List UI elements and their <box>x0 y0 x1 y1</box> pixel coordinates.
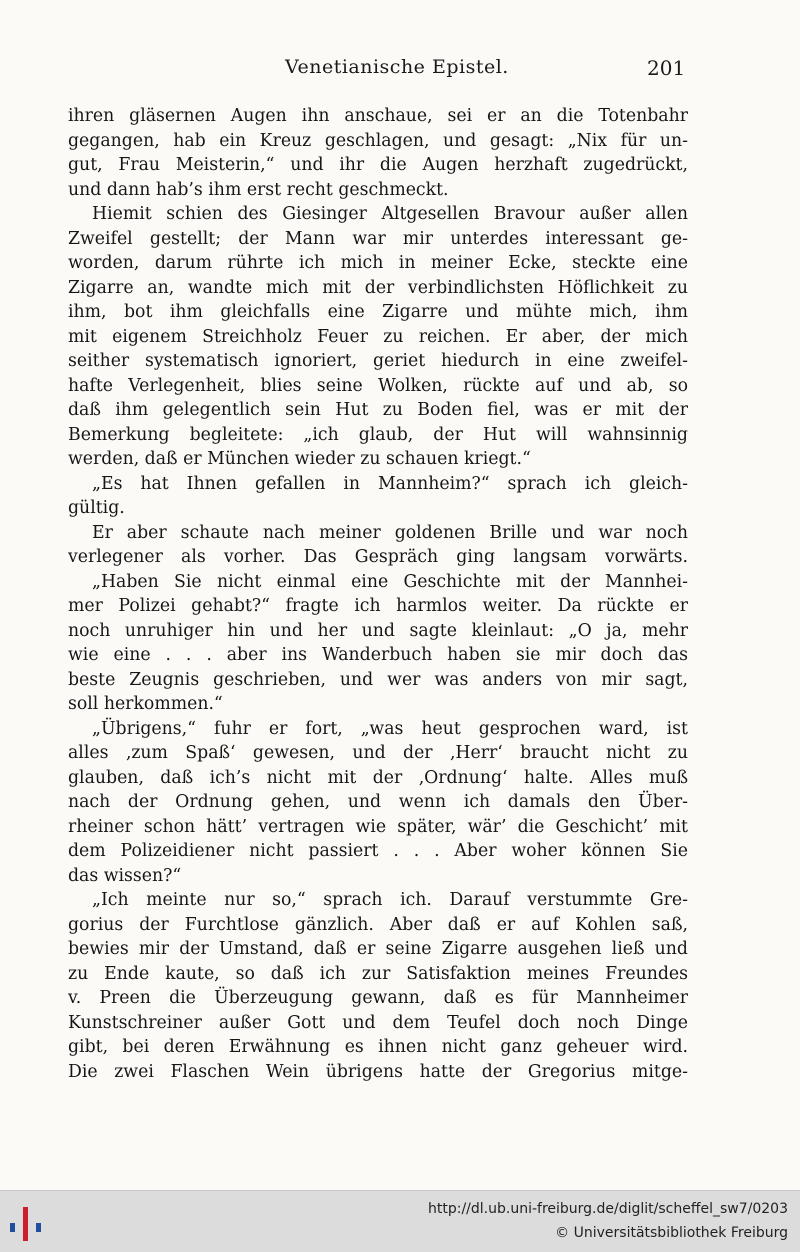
text-line: „Ich meinte nur so,“ sprach ich. Darauf verstummte Gre- <box>92 890 688 910</box>
text-line: mer Polizei gehabt?“ fragte ich harmlos weiter. Da rückte er <box>68 596 688 616</box>
text-line: Zweifel gestellt; der Mann war mir unterdes interessant ge- <box>68 228 688 249</box>
text-line: Kunstschreiner außer Gott und dem Teufel doch noch Dinge <box>68 1012 688 1033</box>
text-line: ihren gläsernen Augen ihn anschaue, sei er an die Totenbahr <box>68 106 688 126</box>
text-line: gültig. <box>68 498 125 518</box>
text-line: wie eine . . . aber ins Wanderbuch haben sie mir doch das <box>68 645 688 665</box>
text-line: noch unruhiger hin und her und sagte kleinlaut: „O ja, mehr <box>68 620 688 641</box>
text-line: Er aber schaute nach meiner goldenen Brille und war noch <box>92 522 688 543</box>
text-line: alles ‚zum Spaß‘ gewesen, und der ‚Herr‘ braucht nicht zu <box>68 743 688 763</box>
text-line: das wissen?“ <box>68 865 182 886</box>
text-line: Bemerkung begleitete: „ich glaub, der Hut will wahnsinnig <box>68 424 688 445</box>
running-head <box>0 56 800 86</box>
text-line: „Haben Sie nicht einmal eine Geschichte mit der Mannhei- <box>92 571 688 592</box>
library-logo-icon <box>6 1203 50 1243</box>
text-line: daß ihm gelegentlich sein Hut zu Boden fiel, was er mit der <box>68 400 688 420</box>
page-number: 201 <box>647 56 686 80</box>
text-line: werden, daß er München wieder zu schauen kriegt.“ <box>68 449 531 469</box>
text-line: soll herkommen.“ <box>68 694 223 714</box>
text-line: rheiner schon hätt’ vertragen wie später, wär’ die Geschicht’ mit <box>68 816 688 837</box>
running-head-title: Venetianische Epistel. <box>285 56 509 78</box>
text-line: seither systematisch ignoriert, geriet hiedurch in eine zweifel- <box>68 351 688 371</box>
text-line: verlegener als vorher. Das Gespräch ging langsam vorwärts. <box>68 547 688 567</box>
text-line: v. Preen die Überzeugung gewann, daß es für Mannheimer <box>68 988 688 1008</box>
copyright-notice: © Universitätsbibliothek Freiburg <box>555 1225 788 1241</box>
text-line: hafte Verlegenheit, blies seine Wolken, rückte auf und ab, so <box>68 375 688 396</box>
text-line: mit eigenem Streichholz Feuer zu reichen. Er aber, der mich <box>68 326 688 347</box>
permalink-url[interactable]: http://dl.ub.uni-freiburg.de/diglit/scheffel_sw7/0203 <box>428 1201 788 1217</box>
logo-bar-left <box>10 1223 15 1232</box>
text-line: gorius der Furchtlose gänzlich. Aber daß er auf Kohlen saß, <box>68 914 688 935</box>
text-line: gegangen, hab ein Kreuz geschlagen, und gesagt: „Nix für un- <box>68 130 688 151</box>
text-line: Hiemit schien des Giesinger Altgesellen Bravour außer allen <box>92 204 688 224</box>
text-line: zu Ende kaute, so daß ich zur Satisfaktion meines Freundes <box>68 963 688 984</box>
text-line: Die zwei Flaschen Wein übrigens hatte der Gregorius mitge- <box>68 1061 688 1082</box>
text-line: glauben, daß ich’s nicht mit der ‚Ordnung‘ halte. Alles muß <box>68 767 688 788</box>
text-line: gut, Frau Meisterin,“ und ihr die Augen herzhaft zugedrückt, <box>68 155 688 175</box>
text-line: dem Polizeidiener nicht passiert . . . Aber woher können Sie <box>68 841 688 861</box>
text-line: bewies mir der Umstand, daß er seine Zigarre ausgehen ließ und <box>68 939 688 959</box>
text-line: gibt, bei deren Erwähnung es ihnen nicht ganz geheuer wird. <box>68 1037 688 1057</box>
text-line: „Es hat Ihnen gefallen in Mannheim?“ sprach ich gleich- <box>92 473 688 494</box>
text-line: nach der Ordnung gehen, und wenn ich damals den Über- <box>68 792 688 812</box>
text-line: und dann hab’s ihm erst recht geschmeckt. <box>68 179 449 200</box>
text-line: beste Zeugnis geschrieben, und wer was anders von mir sagt, <box>68 669 688 690</box>
footer-bar <box>0 1190 800 1252</box>
body-text <box>68 104 688 1084</box>
logo-bar-right <box>36 1223 41 1232</box>
text-line: Zigarre an, wandte mich mit der verbindlichsten Höflichkeit zu <box>68 277 688 298</box>
text-line: worden, darum rührte ich mich in meiner Ecke, steckte eine <box>68 253 688 273</box>
logo-bar-center <box>23 1207 28 1241</box>
text-line: „Übrigens,“ fuhr er fort, „was heut gesprochen ward, ist <box>92 718 688 739</box>
text-line: ihm, bot ihm gleichfalls eine Zigarre und mühte mich, ihm <box>68 302 688 322</box>
